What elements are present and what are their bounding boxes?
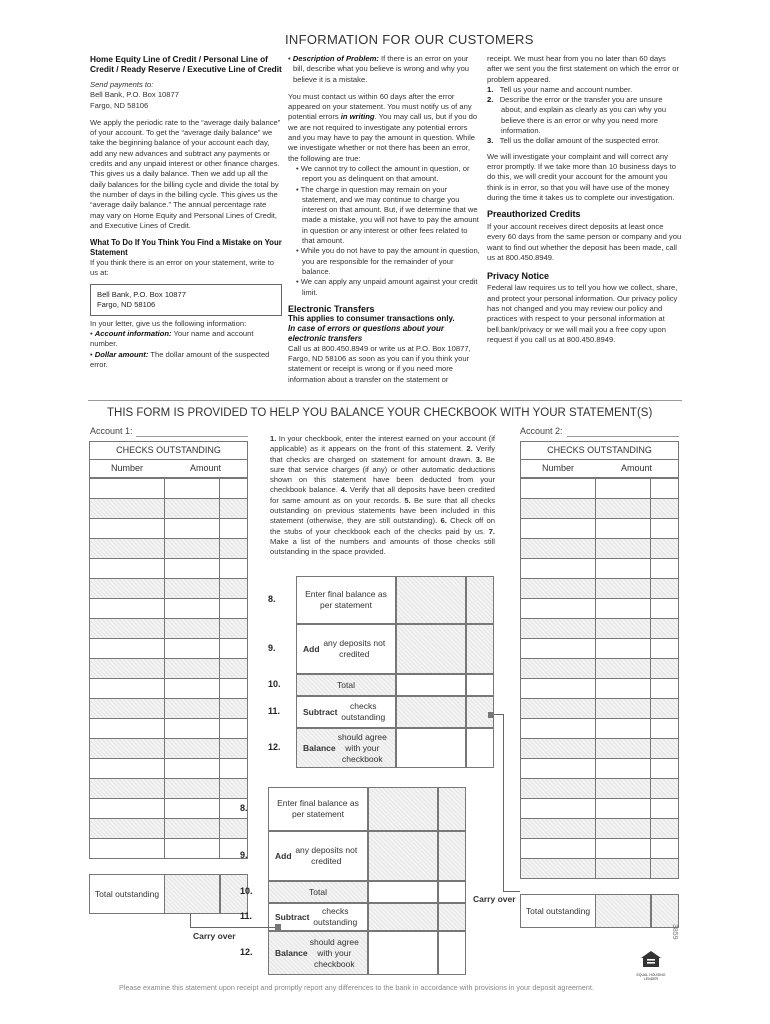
- step-9-cents[interactable]: [438, 831, 466, 881]
- check-amount-cell[interactable]: [595, 539, 651, 559]
- steps-list: [487, 85, 682, 147]
- check-amount-cell[interactable]: [595, 619, 651, 639]
- check-amount-cell[interactable]: [595, 479, 651, 499]
- check-amount-cell[interactable]: [595, 579, 651, 599]
- check-number-cell[interactable]: [521, 799, 596, 819]
- check-row: [521, 539, 679, 559]
- carry-over-label-left: Carry over: [193, 931, 236, 941]
- step-11-number: 11.: [268, 706, 281, 716]
- check-row: [521, 499, 679, 519]
- right-checks-header: [520, 441, 679, 459]
- step-8-cents[interactable]: [466, 576, 494, 624]
- check-amount-cell[interactable]: [164, 739, 220, 759]
- check-number-cell[interactable]: [521, 519, 596, 539]
- preauthorized-heading: Preauthorized Credits: [487, 209, 581, 220]
- section-divider: [88, 400, 682, 401]
- check-cents-cell[interactable]: [220, 599, 248, 619]
- check-amount-cell[interactable]: [164, 679, 220, 699]
- check-cents-cell[interactable]: [651, 479, 679, 499]
- check-row: [521, 579, 679, 599]
- step-11-number: 11.: [240, 911, 253, 921]
- check-row: [521, 559, 679, 579]
- check-number-cell[interactable]: [521, 719, 596, 739]
- check-cents-cell[interactable]: [651, 739, 679, 759]
- carry-over-marker: [488, 712, 494, 718]
- check-amount-cell[interactable]: [595, 859, 651, 879]
- step-8-cents[interactable]: [438, 787, 466, 831]
- check-cents-cell[interactable]: [651, 639, 679, 659]
- check-row: [90, 579, 248, 599]
- step-11-label: Subtract checks outstanding: [268, 903, 368, 931]
- check-cents-cell[interactable]: [220, 759, 248, 779]
- left-checks-header: [89, 441, 248, 459]
- check-number-cell[interactable]: [90, 799, 165, 819]
- letter-instructions: In your letter, give us the following information:: [90, 318, 247, 328]
- step-10-label: Total: [268, 881, 368, 903]
- page-title: INFORMATION FOR OUR CUSTOMERS: [285, 32, 534, 47]
- step-11-cents[interactable]: [438, 903, 466, 931]
- check-amount-cell[interactable]: [164, 759, 220, 779]
- step-9-amount[interactable]: [368, 831, 438, 881]
- house-icon: [640, 950, 662, 968]
- electronic-transfers-text: Call us at 800.450.8949 or write us at P.O. Box 10877, Fargo, ND 58106 as soon as you can if you think your statement or receipt is wrong or if you need more information about a transfer on the statement or: [288, 343, 471, 384]
- check-row: [90, 519, 248, 539]
- form-code: 3859: [671, 924, 678, 940]
- step-9-amount[interactable]: [396, 624, 466, 674]
- check-cents-cell[interactable]: [651, 779, 679, 799]
- step-8-amount[interactable]: [368, 787, 438, 831]
- check-row: [90, 799, 248, 819]
- check-amount-cell[interactable]: [164, 799, 220, 819]
- check-amount-cell[interactable]: [164, 719, 220, 739]
- check-cents-cell[interactable]: [651, 819, 679, 839]
- check-number-cell[interactable]: [521, 479, 596, 499]
- check-number-cell[interactable]: [521, 819, 596, 839]
- check-amount-cell[interactable]: [595, 719, 651, 739]
- check-row: [90, 499, 248, 519]
- check-cents-cell[interactable]: [651, 659, 679, 679]
- product-heading: Home Equity Line of Credit / Personal Line of Credit / Ready Reserve / Executive Line of Credit: [90, 54, 282, 74]
- check-amount-cell[interactable]: [164, 479, 220, 499]
- check-amount-cell[interactable]: [164, 559, 220, 579]
- errors-subheading: In case of errors or questions about your electronic transfers: [288, 323, 445, 343]
- check-number-cell[interactable]: [521, 859, 596, 879]
- list-item: 3. Tell us the dollar amount of the suspected error.: [487, 136, 660, 146]
- check-amount-cell[interactable]: [164, 539, 220, 559]
- step-12-number: 12.: [240, 947, 253, 957]
- receipt-text: receipt. We must hear from you no later than 60 days after we sent you the first statement on which the error or problem appeared.: [487, 54, 680, 84]
- check-cents-cell[interactable]: [220, 639, 248, 659]
- check-row: [521, 699, 679, 719]
- check-amount-cell[interactable]: [164, 499, 220, 519]
- step-8-label: Enter final balance as per statement: [268, 787, 368, 831]
- check-row: [521, 799, 679, 819]
- amount-column-header: Amount: [621, 463, 653, 473]
- check-row: [521, 859, 679, 879]
- step-12-label: Balance should agree with your checkbook: [296, 728, 396, 768]
- carry-over-line: [190, 927, 275, 928]
- check-row: [90, 719, 248, 739]
- check-number-cell[interactable]: [90, 719, 165, 739]
- check-number-cell[interactable]: [90, 539, 165, 559]
- check-row: [521, 759, 679, 779]
- step-8-number: 8.: [240, 803, 248, 813]
- right-total-outstanding-value[interactable]: [595, 894, 651, 928]
- check-amount-cell[interactable]: [595, 679, 651, 699]
- column-1: [90, 54, 282, 370]
- check-cents-cell[interactable]: [651, 799, 679, 819]
- check-amount-cell[interactable]: [164, 599, 220, 619]
- send-payments-label: Send payments to:: [90, 80, 154, 89]
- step-10-number: 10.: [240, 886, 253, 896]
- address-line-1: Bell Bank, P.O. Box 10877: [90, 90, 179, 100]
- checks-outstanding-label: CHECKS OUTSTANDING: [547, 445, 652, 455]
- equal-housing-lender-logo: [636, 950, 666, 981]
- check-number-cell[interactable]: [90, 519, 165, 539]
- check-number-cell[interactable]: [521, 639, 596, 659]
- check-cents-cell[interactable]: [220, 659, 248, 679]
- list-item: 1. Tell us your name and account number.: [487, 84, 633, 94]
- check-cents-cell[interactable]: [651, 539, 679, 559]
- check-number-cell[interactable]: [90, 619, 165, 639]
- check-number-cell[interactable]: [521, 539, 596, 559]
- check-number-cell[interactable]: [90, 759, 165, 779]
- step-10-cents[interactable]: [438, 881, 466, 903]
- address-line-2: Fargo, ND 58106: [90, 100, 149, 110]
- carry-over-line: [190, 914, 191, 928]
- step-9-label: Add any deposits not credited: [296, 624, 396, 674]
- check-number-cell[interactable]: [90, 739, 165, 759]
- step-12-cents[interactable]: [466, 728, 494, 768]
- check-row: [90, 739, 248, 759]
- check-number-cell[interactable]: [521, 839, 596, 859]
- privacy-text: Federal law requires us to tell you how we collect, share, and protect your personal information. Our privacy policy has not changed and you may review our policy and practices with respect to your personal information at bell.bank/privacy or we will mail you a free copy upon request if you call us at 800.450.8949.: [487, 283, 678, 344]
- check-row: [90, 779, 248, 799]
- check-cents-cell[interactable]: [651, 559, 679, 579]
- check-number-cell[interactable]: [90, 779, 165, 799]
- check-amount-cell[interactable]: [595, 599, 651, 619]
- check-number-cell[interactable]: [521, 599, 596, 619]
- lender-label: EQUAL HOUSING LENDER: [636, 973, 666, 981]
- step-9-number: 9.: [240, 850, 248, 860]
- check-cents-cell[interactable]: [651, 839, 679, 859]
- check-amount-cell[interactable]: [595, 819, 651, 839]
- check-amount-cell[interactable]: [595, 499, 651, 519]
- check-cents-cell[interactable]: [220, 739, 248, 759]
- account-1-field[interactable]: [136, 436, 248, 437]
- privacy-heading: Privacy Notice: [487, 271, 550, 282]
- check-number-cell[interactable]: [90, 679, 165, 699]
- right-column-headers: [520, 459, 679, 478]
- check-cents-cell[interactable]: [220, 579, 248, 599]
- check-amount-cell[interactable]: [595, 839, 651, 859]
- check-row: [521, 639, 679, 659]
- check-cents-cell[interactable]: [220, 519, 248, 539]
- check-number-cell[interactable]: [90, 479, 165, 499]
- check-amount-cell[interactable]: [595, 639, 651, 659]
- check-row: [90, 659, 248, 679]
- check-number-cell[interactable]: [90, 659, 165, 679]
- error-address-box: [90, 284, 282, 316]
- check-number-cell[interactable]: [90, 639, 165, 659]
- check-amount-cell[interactable]: [164, 519, 220, 539]
- check-number-cell[interactable]: [521, 739, 596, 759]
- check-cents-cell[interactable]: [220, 679, 248, 699]
- left-column-headers: [89, 459, 248, 478]
- check-cents-cell[interactable]: [220, 819, 248, 839]
- check-cents-cell[interactable]: [220, 699, 248, 719]
- check-row: [90, 639, 248, 659]
- check-cents-cell[interactable]: [651, 679, 679, 699]
- check-row: [521, 779, 679, 799]
- box-address-line-1: Bell Bank, P.O. Box 10877: [97, 289, 186, 299]
- check-row: [521, 739, 679, 759]
- check-number-cell[interactable]: [90, 499, 165, 519]
- check-number-cell[interactable]: [521, 759, 596, 779]
- check-row: [521, 819, 679, 839]
- step-12-amount[interactable]: [368, 931, 438, 975]
- check-number-cell[interactable]: [521, 779, 596, 799]
- step-10-amount[interactable]: [368, 881, 438, 903]
- step-8-label: Enter final balance as per statement: [296, 576, 396, 624]
- step-11-amount[interactable]: [368, 903, 438, 931]
- account-2-field[interactable]: [567, 436, 679, 437]
- check-amount-cell[interactable]: [595, 659, 651, 679]
- check-row: [90, 619, 248, 639]
- check-amount-cell[interactable]: [595, 739, 651, 759]
- check-amount-cell[interactable]: [595, 779, 651, 799]
- check-number-cell[interactable]: [521, 679, 596, 699]
- bullet-account-info: • Account information: Your name and account number.: [90, 329, 254, 349]
- step-10-label: Total: [296, 674, 396, 696]
- step-12-cents[interactable]: [438, 931, 466, 975]
- step-9-label: Add any deposits not credited: [268, 831, 368, 881]
- account-2-label: Account 2:: [520, 426, 563, 436]
- consumer-only-note: This applies to consumer transactions only.: [288, 313, 455, 323]
- investigation-bullets: [288, 164, 480, 298]
- check-row: [521, 619, 679, 639]
- step-12-number: 12.: [268, 742, 281, 752]
- carry-over-marker: [275, 924, 281, 930]
- left-checks-table: [89, 478, 248, 859]
- right-total-outstanding-label: Total outstanding: [520, 894, 595, 928]
- check-row: [90, 839, 248, 859]
- mistake-text: If you think there is an error on your statement, write to us at:: [90, 258, 275, 278]
- check-number-cell[interactable]: [521, 659, 596, 679]
- left-total-outstanding-label: Total outstanding: [89, 874, 164, 914]
- check-cents-cell[interactable]: [651, 599, 679, 619]
- check-amount-cell[interactable]: [595, 799, 651, 819]
- check-amount-cell[interactable]: [164, 819, 220, 839]
- right-total-outstanding-cents[interactable]: [651, 894, 679, 928]
- check-cents-cell[interactable]: [651, 699, 679, 719]
- bullet-item: • While you do not have to pay the amount in question, you are responsible for the remainder of your balance.: [296, 246, 480, 276]
- number-column-header: Number: [111, 463, 144, 473]
- check-number-cell[interactable]: [521, 499, 596, 519]
- check-amount-cell[interactable]: [164, 659, 220, 679]
- check-row: [521, 479, 679, 499]
- check-number-cell[interactable]: [90, 819, 165, 839]
- step-10-number: 10.: [268, 679, 281, 689]
- left-total-outstanding-value[interactable]: [164, 874, 220, 914]
- check-cents-cell[interactable]: [220, 499, 248, 519]
- checks-outstanding-label: CHECKS OUTSTANDING: [116, 445, 221, 455]
- step-9-number: 9.: [268, 643, 276, 653]
- step-9-cents[interactable]: [466, 624, 494, 674]
- column-3: [487, 54, 682, 345]
- check-number-cell[interactable]: [521, 619, 596, 639]
- check-cents-cell[interactable]: [651, 859, 679, 879]
- step-10-cents[interactable]: [466, 674, 494, 696]
- check-cents-cell[interactable]: [651, 499, 679, 519]
- check-cents-cell[interactable]: [651, 619, 679, 639]
- check-amount-cell[interactable]: [164, 639, 220, 659]
- carry-over-line: [503, 891, 520, 892]
- check-number-cell[interactable]: [90, 579, 165, 599]
- check-amount-cell[interactable]: [595, 519, 651, 539]
- check-row: [521, 679, 679, 699]
- check-cents-cell[interactable]: [220, 779, 248, 799]
- check-cents-cell[interactable]: [651, 579, 679, 599]
- check-row: [521, 719, 679, 739]
- box-address-line-2: Fargo, ND 58106: [97, 299, 156, 309]
- footer-note: Please examine this statement upon receipt and promptly report any differences to the bank in accordance with provisions in your deposit agreement.: [119, 983, 594, 992]
- number-column-header: Number: [542, 463, 575, 473]
- check-row: [90, 699, 248, 719]
- list-item: 2. Describe the error or the transfer you are unsure about, and explain as clearly as you can why you believe there is an error or why you need more information.: [487, 95, 667, 136]
- check-cents-cell[interactable]: [220, 619, 248, 639]
- check-row: [90, 819, 248, 839]
- check-row: [90, 599, 248, 619]
- right-checks-table: [520, 478, 679, 879]
- bullet-dollar-amount: • Dollar amount: The dollar amount of the suspected error.: [90, 349, 270, 369]
- check-number-cell[interactable]: [90, 699, 165, 719]
- account-1-label: Account 1:: [90, 426, 133, 436]
- check-row: [90, 759, 248, 779]
- notify-text: You must contact us within 60 days after the error appeared on your statement. You must notify us of any potential errors in writing. You may call us, but if you do we are not required to investigate any potential errors and you may have to pay the amount in question. While we investigate whether or not there has been an error, the following are true:: [288, 91, 478, 163]
- check-row: [90, 559, 248, 579]
- check-amount-cell[interactable]: [164, 699, 220, 719]
- step-11-amount[interactable]: [396, 696, 466, 728]
- mistake-heading: What To Do If You Think You Find a Mistake on Your Statement: [90, 238, 282, 258]
- check-amount-cell[interactable]: [595, 699, 651, 719]
- check-number-cell[interactable]: [521, 579, 596, 599]
- carry-over-line: [503, 714, 504, 892]
- step-8-number: 8.: [268, 594, 276, 604]
- step-8-amount[interactable]: [396, 576, 466, 624]
- bullet-description: • Description of Problem: If there is an error on your bill, describe what you believe is wrong and why you believe it is a mistake.: [288, 54, 470, 84]
- preauthorized-text: If your account receives direct deposits at least once every 60 days from the same person or company and you want to find out whether the deposit has been made, call us at 800.450.8949.: [487, 222, 682, 263]
- check-amount-cell[interactable]: [164, 839, 220, 859]
- check-cents-cell[interactable]: [220, 719, 248, 739]
- check-amount-cell[interactable]: [595, 759, 651, 779]
- balance-instructions: 1. In your checkbook, enter the interest earned on your account (if applicable) as it appears on the front of this statement. 2. Verify that checks are charged on statement for amount drawn. 3. Be sure that service charges (if any) or other automatic deductions shown on this statement have been deducted from your checkbook balance. 4. Verify that all deposits have been credited for same amount as on your records. 5. Be sure that all checks outstanding on previous statements have been included in this statement (otherwise, they are still outstanding). 6. Check off on the stubs of your checkbook each of the checks paid by us. 7. Make a list of the numbers and amounts of those checks still outstanding in the space provided.: [270, 434, 496, 557]
- carry-over-label-right: Carry over: [473, 894, 516, 904]
- check-number-cell[interactable]: [521, 559, 596, 579]
- amount-column-header: Amount: [190, 463, 222, 473]
- step-12-amount[interactable]: [396, 728, 466, 768]
- check-number-cell[interactable]: [521, 699, 596, 719]
- check-cents-cell[interactable]: [220, 559, 248, 579]
- bullet-item: • We can apply any unpaid amount against your credit limit.: [296, 277, 478, 297]
- average-daily-balance-text: We apply the periodic rate to the “average daily balance” of your account. To get the “average daily balance” we take the beginning balance of your account each day, add any new advances and subtract any payments or credits and any unpaid interest or other finance charges. This gives us a daily balance. Then we add up all the daily balances for the billing cycle and divide the total by the number of days in the billing cycle. This gives us the “average daily balance.” The annual percentage rate may vary on Home Equity and Personal Lines of Credit, and Executive Lines of Credit.: [90, 117, 281, 230]
- check-cents-cell[interactable]: [651, 759, 679, 779]
- check-cents-cell[interactable]: [651, 519, 679, 539]
- check-cents-cell[interactable]: [220, 539, 248, 559]
- check-amount-cell[interactable]: [164, 579, 220, 599]
- check-row: [521, 839, 679, 859]
- step-10-amount[interactable]: [396, 674, 466, 696]
- check-row: [521, 599, 679, 619]
- check-cents-cell[interactable]: [220, 479, 248, 499]
- electronic-transfers-heading: Electronic Transfers: [288, 303, 375, 314]
- bullet-item: • We cannot try to collect the amount in question, or report you as delinquent on that amount.: [296, 163, 470, 184]
- column-2: [288, 54, 480, 385]
- check-amount-cell[interactable]: [164, 619, 220, 639]
- form-title: THIS FORM IS PROVIDED TO HELP YOU BALANCE YOUR CHECKBOOK WITH YOUR STATEMENT(S): [107, 407, 653, 419]
- check-row: [521, 659, 679, 679]
- check-amount-cell[interactable]: [595, 559, 651, 579]
- check-row: [90, 679, 248, 699]
- check-cents-cell[interactable]: [651, 719, 679, 739]
- check-row: [521, 519, 679, 539]
- check-row: [90, 479, 248, 499]
- check-number-cell[interactable]: [90, 599, 165, 619]
- step-12-label: Balance should agree with your checkbook: [268, 931, 368, 975]
- check-number-cell[interactable]: [90, 559, 165, 579]
- check-number-cell[interactable]: [90, 839, 165, 859]
- bullet-item: • The charge in question may remain on your statement, and we may continue to charge you interest on that amount. But, if we determine that we made a mistake, you will not have to pay the amount in question or any interest or other fees related to that amount.: [296, 184, 479, 246]
- check-row: [90, 539, 248, 559]
- step-11-label: Subtract checks outstanding: [296, 696, 396, 728]
- investigation-text: We will investigate your complaint and will correct any error promptly. If we take more than 10 business days to do this, we will credit your account for the amount you think is in error, so that you will have use of the money during the time it takes us to complete our investigation.: [487, 151, 676, 202]
- check-amount-cell[interactable]: [164, 779, 220, 799]
